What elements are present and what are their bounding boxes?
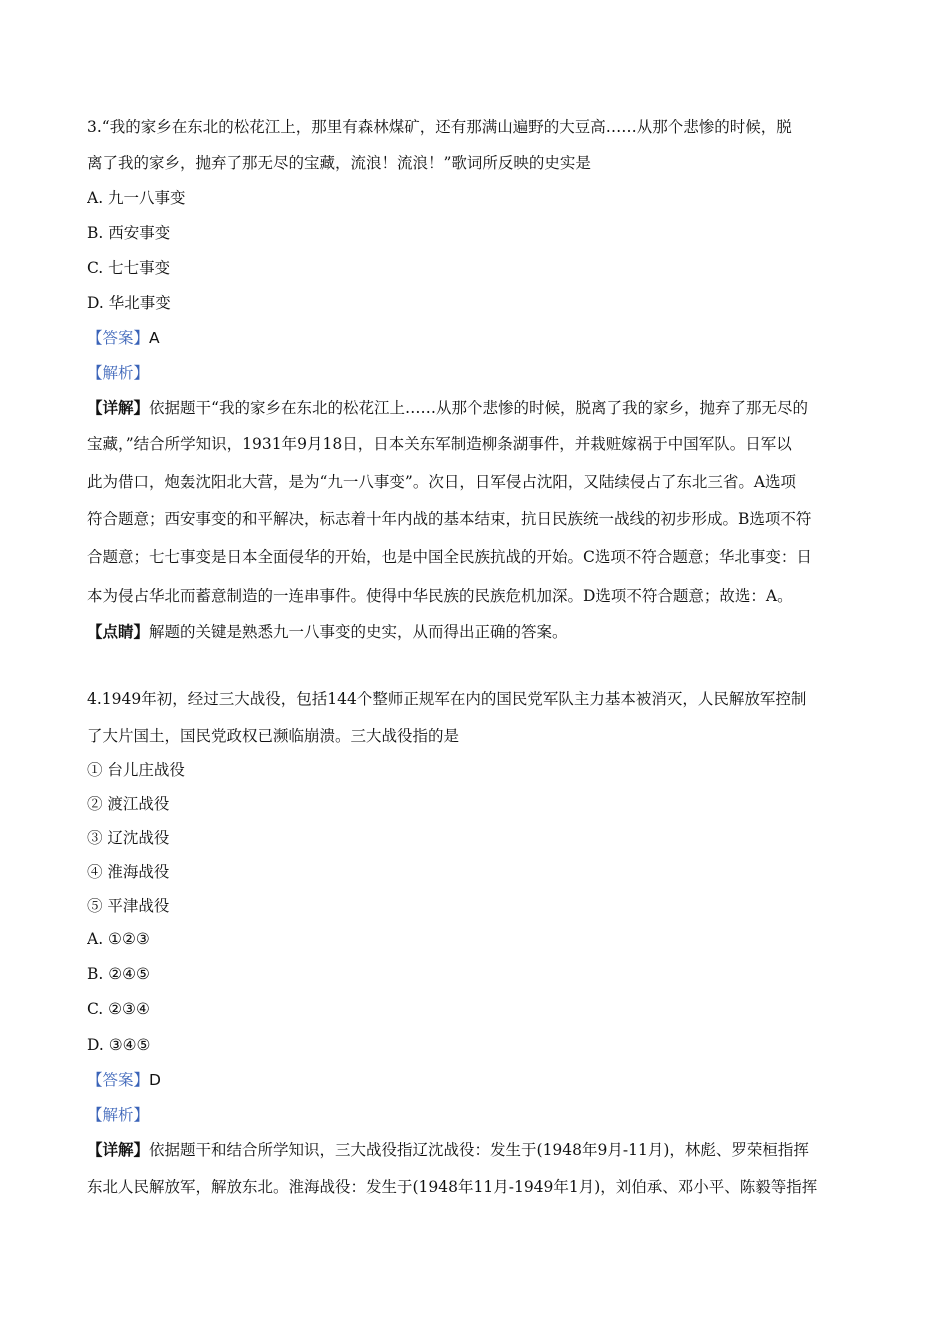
q4-detail-line-2: 东北人民解放军，解放东北。淮海战役：发生于(1948年11月-1949年1月)，刘伯承、邓小平、陈毅等指挥	[87, 1178, 818, 1196]
q4-answer	[87, 1070, 877, 1090]
q4-stem-line-1: 4.1949年初，经过三大战役，包括144个整师正规军在内的国民党军队主力基本被消灭，人民解放军控制	[87, 690, 807, 708]
q3-answer	[87, 328, 877, 348]
answer-value: D	[149, 1071, 161, 1089]
q3-option-c: C. 七七事变	[87, 259, 171, 277]
q3-stem-line-2: 离了我的家乡，抛弃了那无尽的宝藏，流浪！流浪！”歌词所反映的史实是	[87, 154, 591, 172]
q4-option-d: D. ③④⑤	[87, 1036, 151, 1054]
q3-detail-line-2: 宝藏，”结合所学知识，1931年9月18日，日本关东军制造柳条湖事件，并栽赃嫁祸于中国军队。日军以	[87, 435, 792, 453]
q4-option-a: A. ①②③	[87, 930, 150, 948]
q3-detail-line-3: 此为借口，炮轰沈阳北大营，是为“九一八事变”。次日，日军侵占沈阳，又陆续侵占了东北三省。A选项	[87, 473, 797, 491]
q4-item-2: ② 渡江战役	[87, 795, 170, 813]
answer-tag: 【答案】	[87, 329, 150, 347]
point-tag: 【点睛】	[87, 622, 150, 641]
q4-item-3: ③ 辽沈战役	[87, 829, 170, 847]
q3-detail-line-4: 符合题意；西安事变的和平解决，标志着十年内战的基本结束，抗日民族统一战线的初步形成。B选项不符	[87, 510, 812, 528]
q3-option-a: A. 九一八事变	[87, 189, 186, 207]
answer-value: A	[149, 329, 160, 347]
analysis-tag: 【解析】	[87, 1106, 150, 1124]
q3-option-d: D. 华北事变	[87, 294, 171, 312]
q3-stem-line-1: 3.“我的家乡在东北的松花江上，那里有森林煤矿，还有那满山遍野的大豆高……从那个悲惨的时候，脱	[87, 118, 792, 136]
q4-item-1: ① 台儿庄战役	[87, 761, 185, 779]
q4-option-c: C. ②③④	[87, 1000, 150, 1018]
q4-analysis-heading	[87, 1105, 877, 1125]
q3-detail-line-1	[87, 398, 877, 418]
analysis-tag: 【解析】	[87, 364, 150, 382]
point-text: 解题的关键是熟悉九一八事变的史实，从而得出正确的答案。	[149, 623, 568, 641]
q4-item-4: ④ 淮海战役	[87, 863, 170, 881]
q4-stem-line-2: 了大片国土，国民党政权已濒临崩溃。三大战役指的是	[87, 727, 460, 745]
detail-tag: 【详解】	[87, 1140, 150, 1159]
q3-analysis-heading	[87, 363, 877, 383]
answer-tag: 【答案】	[87, 1071, 150, 1089]
q4-item-5: ⑤ 平津战役	[87, 897, 170, 915]
q4-detail-line-1	[87, 1140, 877, 1160]
q3-point	[87, 622, 877, 642]
detail-text: 依据题干和结合所学知识，三大战役指辽沈战役：发生于(1948年9月-11月)，林彪、罗荣桓指挥	[149, 1141, 809, 1159]
q3-detail-line-6: 本为侵占华北而蓄意制造的一连串事件。使得中华民族的民族危机加深。D选项不符合题意；故选：A。	[87, 587, 793, 605]
detail-text: 依据题干“我的家乡在东北的松花江上……从那个悲惨的时候，脱离了我的家乡，抛弃了那无尽的	[149, 399, 808, 417]
q3-option-b: B. 西安事变	[87, 224, 171, 242]
q3-detail-line-5: 合题意；七七事变是日本全面侵华的开始，也是中国全民族抗战的开始。C选项不符合题意；华北事变：日	[87, 548, 812, 566]
q4-option-b: B. ②④⑤	[87, 965, 150, 983]
detail-tag: 【详解】	[87, 398, 150, 417]
